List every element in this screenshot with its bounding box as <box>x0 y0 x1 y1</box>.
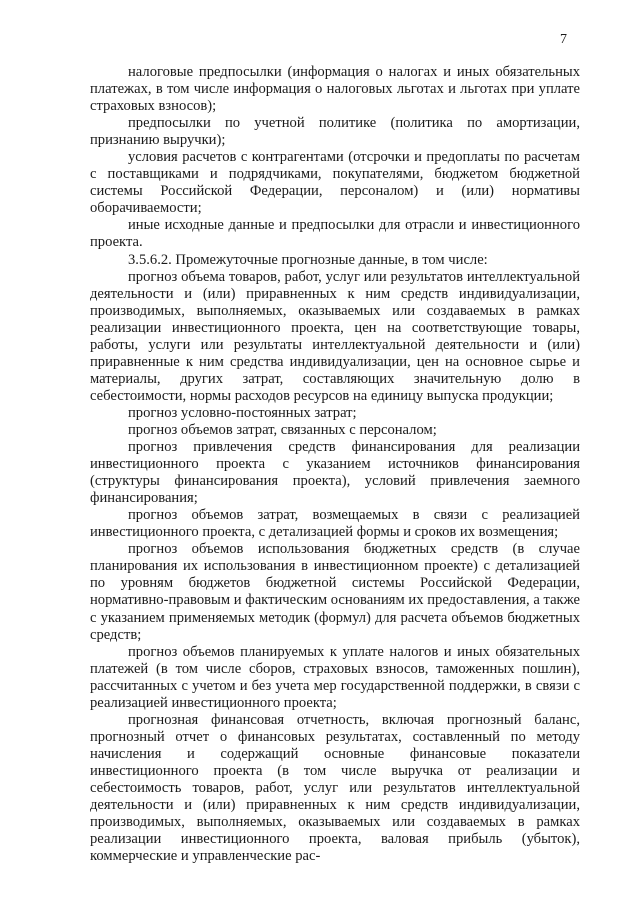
paragraph: прогноз привлечения средств финансирования для реализации инвестиционного проекта с указанием источников финансирования (структуры финансирования проекта), условий привлечения заемного финансирования; <box>90 439 580 507</box>
paragraph: прогноз объема товаров, работ, услуг или результатов интеллектуальной деятельности и (или) приравненных к ним средств индивидуализации, производимых, выполняемых, оказываемых или создаваемых в рамках реализации инвестиционного проекта, цен на соответствующие товары, работы, услуги или результаты интеллектуальной деятельности и (или) приравненные к ним средства индивидуализации, цен на основное сырье и материалы, других затрат, составляющих значительную долю в себестоимости, нормы расходов ресурсов на единицу выпуска продукции; <box>90 268 580 404</box>
paragraph: прогноз условно-постоянных затрат; <box>128 404 357 421</box>
paragraph: прогноз объемов затрат, связанных с персоналом; <box>128 421 437 438</box>
paragraph: иные исходные данные и предпосылки для отрасли и инвестиционного проекта. <box>90 217 580 251</box>
document-body <box>90 64 580 865</box>
paragraph: прогнозная финансовая отчетность, включая прогнозный баланс, прогнозный отчет о финансовых результатах, составленный по методу начисления и содержащий основные финансовые показатели инвестиционного проекта (в том числе выручка от реализации и себестоимость товаров, работ, услуг или результатов интеллектуальной деятельности и (или) приравненных к ним средств индивидуализации, производимых, выполняемых, оказываемых или создаваемых в рамках реализации инвестиционного проекта, валовая прибыль (убыток), коммерческие и управленческие рас- <box>90 711 580 865</box>
paragraph: условия расчетов с контрагентами (отсрочки и предоплаты по расчетам с поставщиками и подрядчиками, покупателями, бюджетом бюджетной системы Российской Федерации, персоналом) и (или) нормативы оборачиваемости; <box>90 149 580 217</box>
paragraph: прогноз объемов затрат, возмещаемых в связи с реализацией инвестиционного проекта, с детализацией формы и сроков их возмещения; <box>90 507 580 541</box>
paragraph: налоговые предпосылки (информация о налогах и иных обязательных платежах, в том числе информация о налоговых льготах и льготах при уплате страховых взносов); <box>90 64 580 115</box>
paragraph: прогноз объемов планируемых к уплате налогов и иных обязательных платежей (в том числе сборов, страховых взносов, таможенных пошлин), рассчитанных с учетом и без учета мер государственной поддержки, в связи с реализацией инвестиционного проекта; <box>90 643 580 711</box>
paragraph: предпосылки по учетной политике (политика по амортизации, признанию выручки); <box>90 115 580 149</box>
section-heading: 3.5.6.2. Промежуточные прогнозные данные, в том числе: <box>128 251 488 268</box>
page-number: 7 <box>560 32 567 47</box>
paragraph: прогноз объемов использования бюджетных средств (в случае планирования их использования в инвестиционном проекте) с детализацией по уровням бюджетов бюджетной системы Российской Федерации, нормативно-правовым и фактическим основаниям их предоставления, а также с указанием применяемых методик (формул) для расчета объемов бюджетных средств; <box>90 541 580 643</box>
